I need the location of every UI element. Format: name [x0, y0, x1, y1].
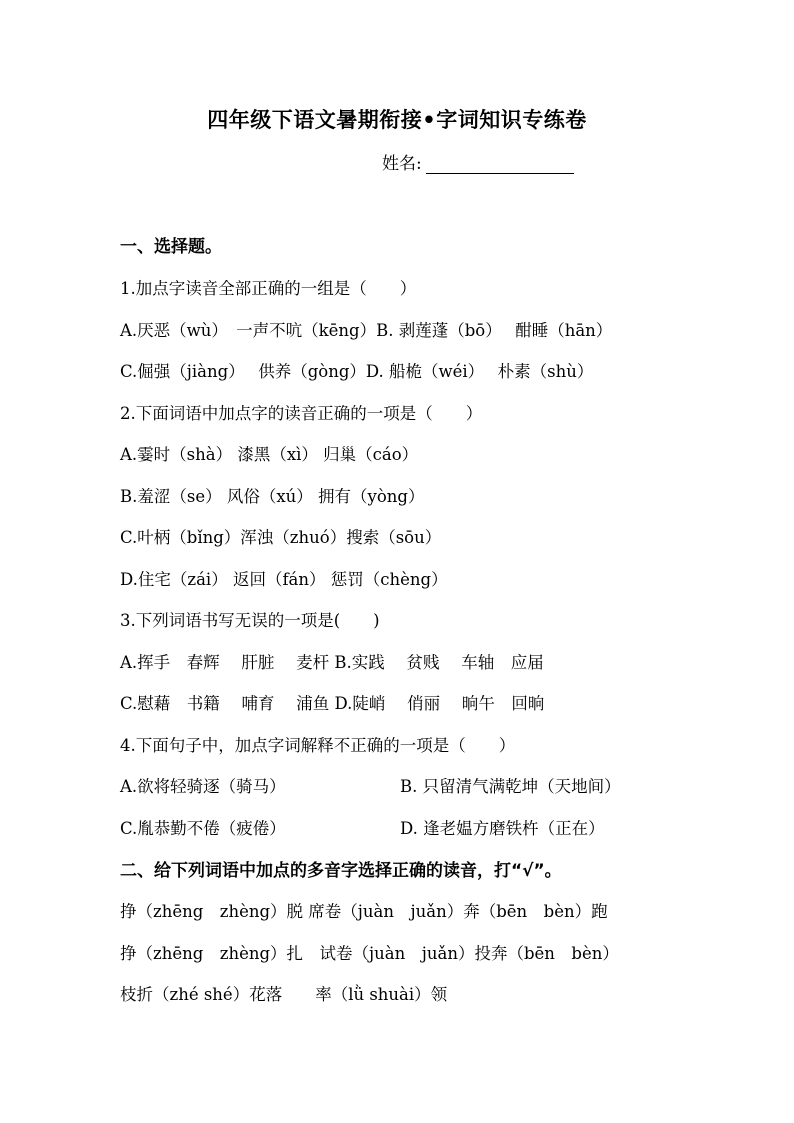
s2-line3: 枝折（zhé shé）花落 率（lǜ shuài）领 [120, 985, 448, 1004]
q2-option-a: A.霎时（shà） 漆黑（xì） 归巢（cáo） [120, 445, 419, 464]
q3-options-line1: A.挥手 春辉 肝脏 麦杆 B.实践 贫贱 车轴 应届 [120, 653, 544, 672]
q1-options-line2: C.倔强（jiàng） 供养（gòng）D. 船桅（wéi） 朴素（shù） [120, 362, 594, 381]
q4-option-b: B. 只留清气满乾坤（天地间） [400, 777, 621, 796]
q3-options-line2: C.慰藉 书籍 哺育 浦鱼 D.陡峭 俏丽 晌午 回晌 [120, 694, 545, 713]
section1-heading: 一、选择题。 [120, 237, 222, 257]
q1-stem: 1.加点字读音全部正确的一组是（ ） [120, 279, 417, 298]
q2-option-b: B.羞涩（se） 风俗（xú） 拥有（yòng） [120, 487, 425, 506]
name-blank-line[interactable] [426, 153, 574, 174]
q2-option-c: C.叶柄（bǐng）浑浊（zhuó）搜索（sōu） [120, 528, 442, 547]
s2-line1: 挣（zhēng zhèng）脱 席卷（juàn juǎn）奔（bēn bèn）跑 [120, 902, 608, 921]
page-title: 四年级下语文暑期衔接•字词知识专练卷 [207, 108, 587, 132]
q4-option-a: A.欲将轻骑逐（骑马） [120, 777, 286, 796]
q3-stem: 3.下列词语书写无误的一项是( ) [120, 611, 380, 630]
q4-option-d: D. 逢老媪方磨铁杵（正在） [400, 819, 605, 838]
s2-line2: 挣（zhēng zhèng）扎 试卷（juàn juǎn）投奔（bēn bèn） [120, 944, 619, 963]
section2-heading: 二、给下列词语中加点的多音字选择正确的读音，打“√”。 [120, 861, 562, 881]
name-field [382, 149, 574, 174]
q2-option-d: D.住宅（zái） 返回（fán） 惩罚（chèng） [120, 570, 448, 589]
name-label: 姓名: [382, 154, 422, 174]
q1-options-line1: A.厌恶（wù） 一声不吭（kēng）B. 剥莲蓬（bō） 酣睡（hān） [120, 321, 613, 340]
q4-stem: 4.下面句子中，加点字词解释不正确的一项是（ ） [120, 736, 516, 755]
q4-option-c: C.胤恭勤不倦（疲倦） [120, 819, 286, 838]
q2-stem: 2.下面词语中加点字的读音正确的一项是（ ） [120, 404, 483, 423]
